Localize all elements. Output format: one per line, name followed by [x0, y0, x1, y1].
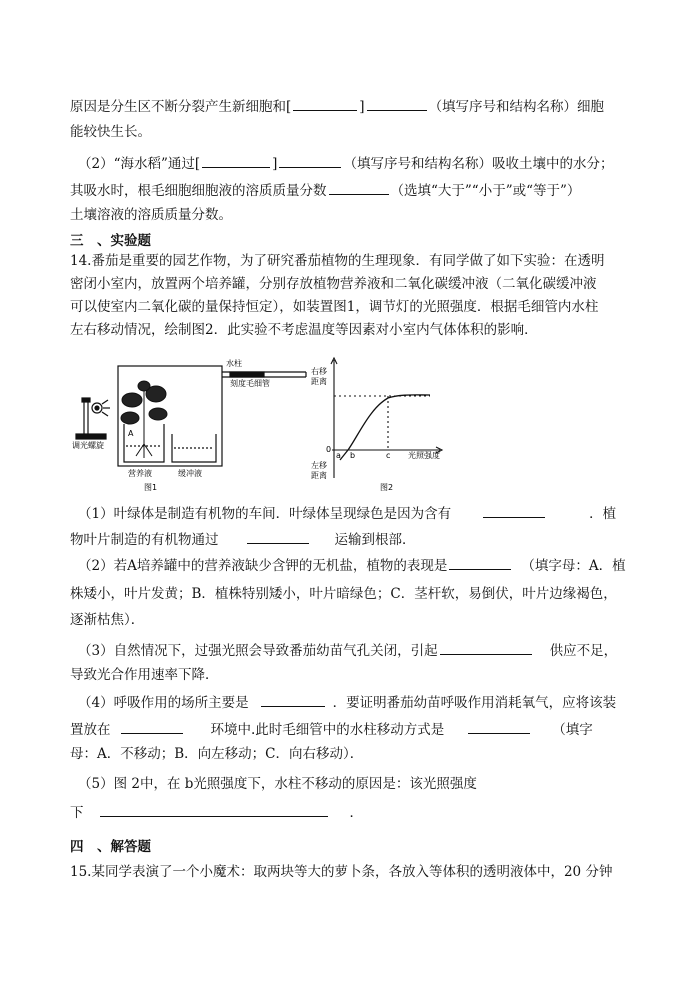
q14-part4-line-1: （4）呼吸作用的场所主要是 ．要证明番茄幼苗呼吸作用消耗氧气，应将该装	[78, 692, 616, 713]
q14-part2-line-3: 逐渐枯焦）．	[70, 612, 145, 628]
q14-part4-line-2: 置放在 环境中.此时毛细管中的水柱移动方式是 （填字	[70, 719, 593, 740]
answer-blank[interactable]	[100, 802, 328, 817]
figure1-caption: 图1	[144, 483, 158, 492]
answer-blank[interactable]	[121, 719, 183, 734]
section-title-experiment: 三 、实验题	[70, 233, 151, 249]
buffer-label: 缓冲液	[178, 469, 202, 478]
q14-intro-line-4: 左右移动情况，绘制图2．此实验不考虑温度等因素对小室内气体体积的影响．	[70, 322, 538, 338]
point-c-label: c	[386, 451, 391, 460]
q14-intro-line-3: 可以使室内二氧化碳的量保持恒定），如装置图1，调节灯的光照强度．根据毛细管内水柱	[70, 299, 599, 315]
answer-blank[interactable]	[261, 692, 325, 707]
answer-blank[interactable]	[247, 529, 309, 544]
q14-part3-line-2: 导致光合作用速率下降．	[70, 667, 219, 683]
left-move-label-2: 距离	[311, 471, 327, 480]
q14-part5-line-1: （5）图 2中，在 b光照强度下，水柱不移动的原因是：该光照强度	[78, 776, 477, 792]
left-move-label-1: 左移	[311, 461, 327, 470]
q14-part2-line-1: （2）若A培养罐中的营养液缺少含钾的无机盐，植物的表现是 （填字母：A．植	[78, 555, 626, 576]
q13-line-2: 能较快生长。	[70, 124, 151, 140]
q13-part2-line-1: （2）“海水稻”通过[ ] （填写序号和结构名称）吸收土壤中的水分；	[78, 153, 613, 174]
q14-part5-line-2: 下 ．	[70, 802, 363, 823]
answer-blank[interactable]	[468, 719, 530, 734]
q14-part4-line-3: 母：A．不移动；B．向左移动；C．向右移动）．	[70, 746, 364, 762]
knob-label: 调光螺旋	[72, 441, 104, 450]
nutrient-label: 营养液	[128, 469, 152, 478]
graph-axes	[331, 358, 442, 478]
answer-blank[interactable]	[449, 555, 511, 570]
answer-blank[interactable]	[483, 503, 545, 518]
q13-part2-line-3: 土壤溶液的溶质质量分数。	[70, 207, 232, 223]
answer-blank[interactable]	[367, 96, 427, 111]
jar-a-label: A	[128, 429, 134, 438]
lamp-icon	[76, 398, 110, 439]
q13-part2-line-2: 其吸水时，根毛细胞细胞液的溶质质量分数 （选填“大于”“小于”或“等于”）	[70, 180, 580, 201]
water-column-label: 水柱	[226, 359, 242, 368]
answer-blank[interactable]	[279, 153, 341, 168]
figure2-caption: 图2	[380, 483, 394, 492]
answer-blank[interactable]	[202, 153, 270, 168]
section-title-answers: 四 、解答题	[70, 839, 151, 855]
answer-blank[interactable]	[329, 180, 389, 195]
x-axis-label: 光照强度	[408, 451, 440, 460]
experiment-figures	[70, 352, 470, 500]
point-a-label: a	[336, 451, 341, 460]
capillary-label: 刻度毛细管	[230, 379, 270, 388]
answer-blank[interactable]	[293, 96, 357, 111]
q14-part2-line-2: 株矮小，叶片发黄；B．植株特别矮小，叶片暗绿色；C．茎杆软，易倒伏，叶片边缘褐色，	[70, 586, 617, 602]
q13-line-1: 原因是分生区不断分裂产生新细胞和[ ] （填写序号和结构名称）细胞	[70, 96, 604, 117]
q15-line-1: 15.某同学表演了一个小魔术：取两块等大的萝卜条，各放入等体积的透明液体中，20 分钟	[70, 864, 613, 880]
q14-intro-line-2: 密闭小室内，放置两个培养罐，分别存放植物营养液和二氧化碳缓冲液（二氧化碳缓冲液	[70, 276, 597, 292]
q14-intro-line-1: 14.番茄是重要的园艺作物，为了研究番茄植物的生理现象．有同学做了如下实验：在透明	[70, 253, 605, 269]
q14-part1-line-1: （1）叶绿体是制造有机物的车间．叶绿体呈现绿色是因为含有 ．植	[78, 503, 616, 524]
origin-label: 0	[326, 445, 332, 454]
answer-blank[interactable]	[440, 640, 532, 655]
point-b-label: b	[350, 451, 356, 460]
right-move-label-2: 距离	[311, 377, 327, 386]
q14-part3-line-1: （3）自然情况下，过强光照会导致番茄幼苗气孔关闭，引起 供应不足，	[78, 640, 617, 661]
q14-part1-line-2: 物叶片制造的有机物通过 运输到根部．	[70, 529, 416, 550]
right-move-label-1: 右移	[311, 367, 327, 376]
